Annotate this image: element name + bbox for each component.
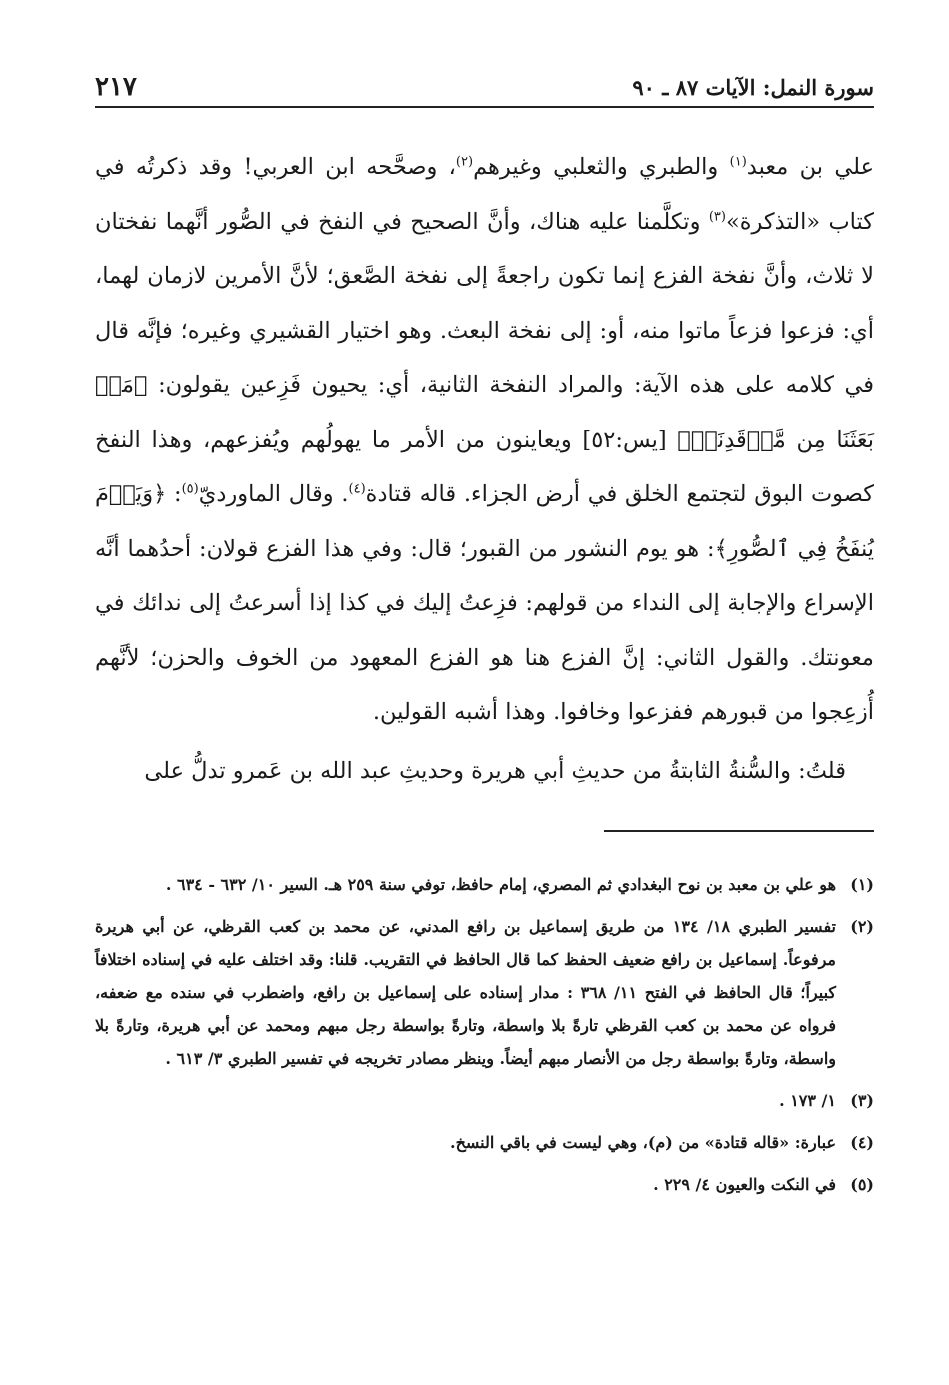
footnote <box>95 1084 874 1117</box>
footnote-number: (٤) <box>850 1133 874 1152</box>
footnote-text: تفسير الطبري ١٨/ ١٣٤ من طريق إسماعيل بن رافع المدني، عن محمد بن كعب القرظي، عن أبي هريرة مرفوعاً. إسماعيل بن رافع ضعيف الحفظ كما قال الحافظ في التقريب. قلنا: وقد اختلف عليه في إسناده اختلافاً كبيراً؛ قال الحافظ في الفتح ١١/ ٣٦٨ : مدار إسناده على إسماعيل بن رافع، واضطرب في سنده مع ضعفه، فرواه عن محمد بن كعب القرظي تارةً بلا واسطة، وتارةً بواسطة رجل مبهم ومحمد عن أبي هريرة، وتارةً بلا واسطة، وتارةً بواسطة رجل من الأنصار مبهم أيضاً. وينظر مصادر تخريجه في تفسير الطبري ٣/ ٦١٣ . <box>95 917 837 1068</box>
paragraph <box>95 140 874 740</box>
main-text <box>95 140 874 798</box>
footnote-separator <box>604 830 874 832</box>
footnote-text: عبارة: «قاله قتادة» من (م)، وهي ليست في باقي النسخ. <box>450 1133 836 1152</box>
footnote <box>95 910 874 1075</box>
paragraph: قلتُ: والسُّنةُ الثابتةُ من حديثِ أبي هريرة وحديثِ عبد الله بن عَمرو تدلُّ على <box>144 757 846 784</box>
footnote-ref: (٣) <box>708 209 726 224</box>
page-number: ٢١٧ <box>95 72 137 102</box>
footnote <box>95 868 874 901</box>
text-run: . وقال الماورديّ <box>198 481 349 507</box>
footnote-number: (١) <box>850 875 874 894</box>
text-run: والطبري والثعلبي وغيرهم <box>473 154 730 180</box>
quran-verse: ﴿مَنۢ بَعَثَنَا مِن مَّرۡقَدِنَاۜ﴾ <box>95 372 874 453</box>
running-title: سورة النمل: الآيات ٨٧ ـ ٩٠ <box>632 75 874 100</box>
footnote-number: (٥) <box>850 1175 874 1194</box>
footnote <box>95 1126 874 1159</box>
footnote-text: ١/ ١٧٣ . <box>779 1091 836 1110</box>
text-run: : هو يوم النشور من القبور؛ قال: وفي هذا الفزع قولان: أحدُهما أنَّه الإسراع والإجابة إلى النداء من قولهم: فزِعتُ إليك في كذا إذا أسرعتُ إلى ندائك في معونتك. والقول الثاني: إنَّ الفزع هنا هو الفزع المعهود من الخوف والحزن؛ لأنَّهم أُزعِجوا من قبورهم ففزعوا وخافوا. وهذا أشبه القولين. <box>95 535 874 725</box>
text-run: [يس:٥٢] ويعاينون من الأمر ما يهولُهم ويُفزعهم، وهذا النفخ كصوت البوق لتجتمع الخلق في أرض الجزاء. قاله قتادة <box>95 426 874 507</box>
footnote <box>95 1168 874 1201</box>
footnotes <box>95 868 874 1210</box>
page-header <box>95 62 874 108</box>
footnote-number: (٢) <box>850 917 874 936</box>
footnote-text: في النكت والعيون ٤/ ٢٢٩ . <box>653 1175 836 1194</box>
quran-verse: ﴿وَيَوۡمَ يُنفَخُ فِي ٱلصُّورِ﴾ <box>95 481 874 562</box>
footnote-ref: (٥) <box>181 481 199 497</box>
footnote-ref: (٢) <box>455 154 474 170</box>
footnote-ref: (٤) <box>348 481 366 497</box>
text-run: : <box>166 481 182 507</box>
text-run: وتكلَّمنا عليه هناك، وأنَّ الصحيح في النفخ في الصُّور أنَّهما نفختان لا ثلاث، وأنَّ نفخة الفزع إنما تكون راجعةً إلى نفخة الصَّعق؛ لأنَّ الأمرين لازمان لهما، أي: فزعوا فزعاً ماتوا منه، أو: إلى نفخة البعث. وهو اختيار القشيري وغيره؛ فإنَّه قال في كلامه على هذه الآية: والمراد النفخة الثانية، أي: يحيون فَزِعين يقولون: <box>95 208 874 398</box>
footnote-number: (٣) <box>850 1091 874 1110</box>
footnote-text: هو علي بن معبد بن نوح البغدادي ثم المصري، إمام حافظ، توفي سنة ٢٥٩ هـ. السير ١٠/ ٦٣٢ - ٦٣٤ . <box>165 875 836 894</box>
text-run: ، وصحَّحه ابن العربي! وقد ذكرتُه في كتاب «التذكرة» <box>95 154 875 235</box>
footnote-ref: (١) <box>729 154 747 170</box>
text-run: علي بن معبد <box>746 154 875 180</box>
